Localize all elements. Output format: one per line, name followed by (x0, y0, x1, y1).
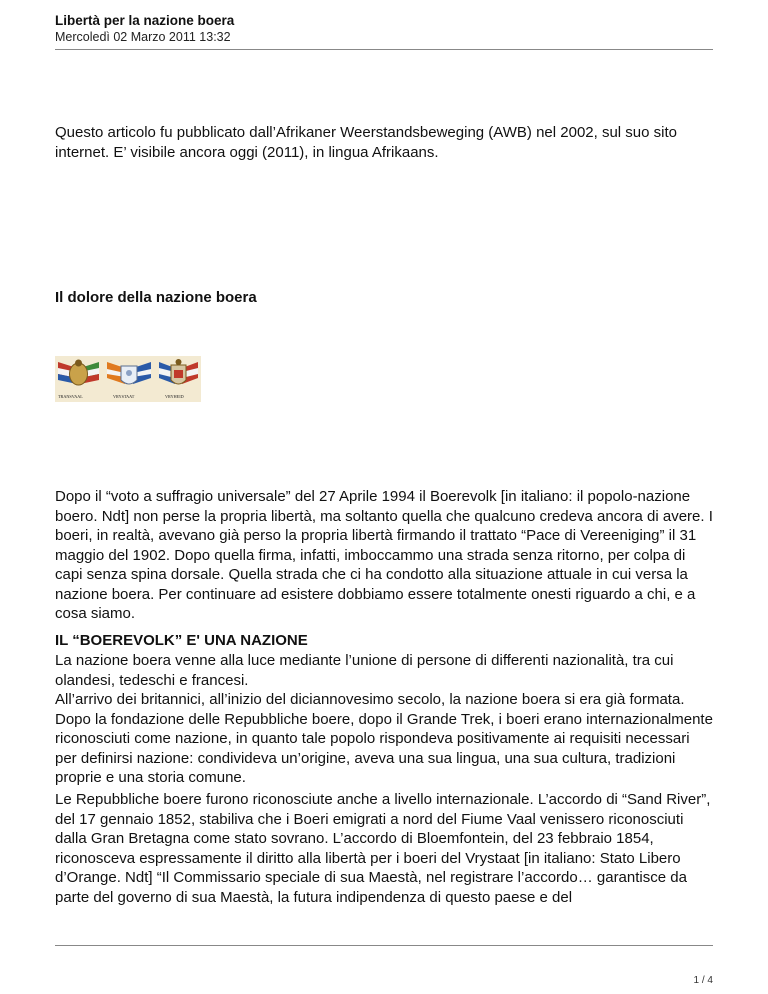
flag-label-vrystaat: VRYSTAAT (113, 394, 135, 399)
body-paragraph-2: La nazione boera venne alla luce mediante l’unione di persone di differenti nazionalità, tra cui olandesi, tedeschi e francesi. (55, 652, 674, 689)
section-heading: Il dolore della nazione boera (55, 289, 257, 306)
body-paragraph-4: Le Repubbliche boere furono riconosciute anche a livello internazionale. L’accordo di “Sand River”, del 17 gennaio 1852, stabiliva che i Boeri emigrati a nord del Fiume Vaal venissero riconosciuti dalla Gran Bretagna come stato sovrano. L’accordo di Bloemfontein, del 23 febbraio 1854, riconosceva espressamente il diritto alla libertà per i boeri del Vrystaat [in italiano: Stato Libero d’Orange. Ndt] “Il Commissario speciale di sua Maestà, nel registrare l’accordo… garantisce da parte del governo di sua Maestà, la futura indipendenza di questo paese e del (55, 791, 711, 906)
flag-label-vryheid: VRYHEID (165, 394, 184, 399)
document-title: Libertà per la nazione boera (55, 13, 235, 28)
section-heading-boerevolk: IL “BOEREVOLK” E' UNA NAZIONE (55, 632, 308, 649)
intro-paragraph: Questo articolo fu pubblicato dall’Afrikaner Weerstandsbeweging (AWB) nel 2002, sul suo sito internet. E’ visibile ancora oggi (2011), in lingua Afrikaans. (55, 124, 677, 161)
body-paragraph-1: Dopo il “voto a suffragio universale” del 27 Aprile 1994 il Boerevolk [in italiano: il popolo-nazione boero. Ndt] non perse la propria libertà, ma soltanto quella che qualcuno credeva ancora di avere. I boeri, in realtà, avevano già perso la propria libertà firmando il trattato “Pace di Vereeniging” il 31 maggio del 1902. Dopo quella firma, infatti, imboccammo una strada senza ritorno, per colpa di capi senza spina dorsale. Quella strada che ci ha condotto alla situazione attuale in cui versa la nazione boera. Per continuare ad esistere dobbiamo essere totalmente onesti riguardo a chi, e a cosa siamo. (55, 488, 713, 622)
header-divider (55, 49, 713, 50)
footer-divider (55, 945, 713, 946)
flag-label-transvaal: TRANSVAAL (58, 394, 83, 399)
page-number: 1 / 4 (693, 975, 713, 986)
body-paragraph-3: All’arrivo dei britannici, all’inizio del diciannovesimo secolo, la nazione boera si era già formata. Dopo la fondazione delle Repubbliche boere, dopo il Grande Trek, i boeri erano internazionalmente riconosciuti come nazione, in quanto tale popolo rispondeva positivamente ai requisiti necessari per definirsi nazione: condivideva un’origine, aveva una sua lingua, una sua cultura, tradizioni proprie e una storia comune. (55, 691, 713, 786)
boer-republics-flags-image (55, 356, 201, 402)
page-header (55, 12, 713, 45)
document-date: Mercoledì 02 Marzo 2011 13:32 (55, 30, 231, 44)
